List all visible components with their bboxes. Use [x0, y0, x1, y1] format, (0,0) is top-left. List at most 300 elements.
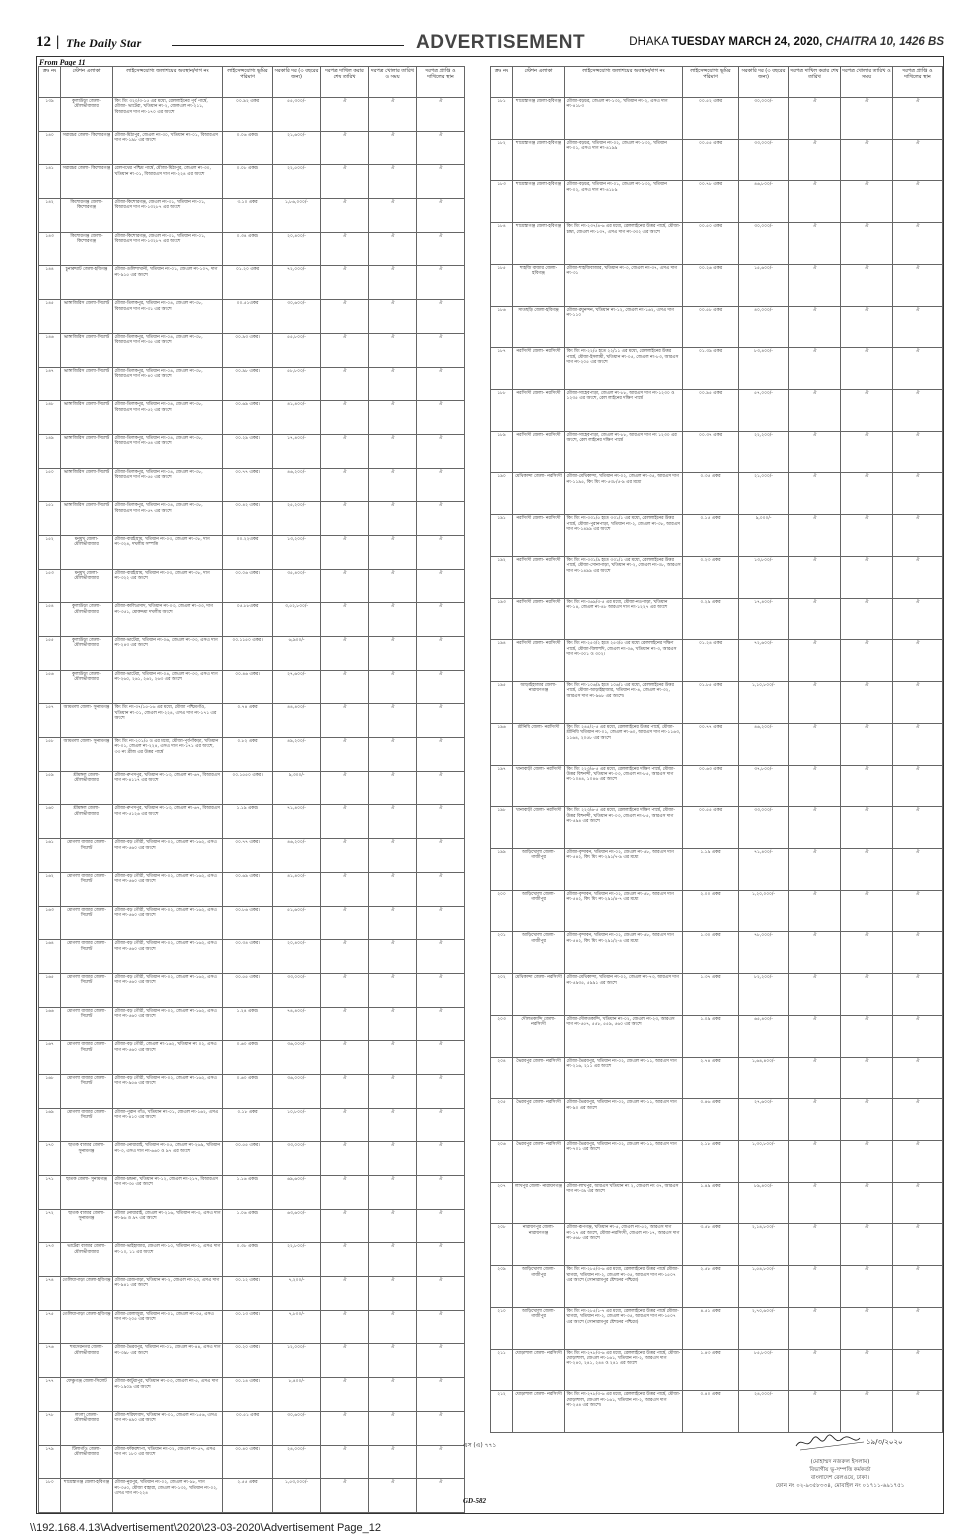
ditto-mark: ঐ: [841, 682, 893, 724]
property-description: মৌজা-রূপগঞ্জ, খতিয়ান নং-৫, জেএল নং-৫২, আরএস দাগ নং-১৭ এর অংশে, মৌজা-নরসিংদী, জেএল নং-১৭, আরএস দাগ নং-৫৬৮ এর অংশে: [565, 1224, 683, 1266]
page-number: 12: [36, 34, 51, 50]
table-header-row: [39, 67, 465, 98]
government-rate: ১৭,৪০০/-: [739, 598, 789, 640]
table-row: [491, 890, 943, 932]
ditto-mark: ঐ: [893, 890, 943, 932]
property-description: মৌজা-গুলিশাখানী, খতিয়ান নং-০১, জেএল নং-১০৭, দাগ নং-৯১৫ এর অংশে: [113, 266, 223, 300]
table-row: [491, 1057, 943, 1099]
serial-number: ১৭২: [39, 1209, 61, 1243]
column-header: স্টেশন এলাকা: [513, 67, 565, 98]
land-area: ০১.২৪ একর: [683, 640, 739, 682]
station-location: শায়েস্তাগঞ্জ জেলা-হবিগঞ্জ: [513, 98, 565, 140]
property-description: মৌজা-বড় গৌরী, খতিয়ান নং-০২, জেএল নং-১৬২, এসএ দাগ নং-৯৫৬ এর অংশে: [113, 1074, 223, 1108]
serial-number: ১৪৪: [39, 266, 61, 300]
ditto-mark: ঐ: [321, 603, 369, 637]
land-area: ০০.৭৮ একর: [683, 181, 739, 223]
table-row: [491, 556, 943, 598]
land-area: ০০.৪০ একর।: [223, 1445, 273, 1479]
property-description: মৌজা-ভৈরবপুর, খতিয়ান নং-০২, জেএল নং-১১, আরএস দাগ নং-৯০ এর অংশে: [565, 1099, 683, 1141]
ditto-mark: ঐ: [369, 535, 417, 569]
government-rate: ৭২,০০০/-: [273, 266, 321, 300]
signature-date: ১৯/৩/২০২০: [866, 1438, 903, 1446]
ditto-mark: ঐ: [841, 306, 893, 348]
land-area: ২.৫৫ একর: [223, 1479, 273, 1513]
land-area: ০০.০৬ একর।: [223, 569, 273, 603]
serial-number: ১৪৬: [39, 333, 61, 367]
ditto-mark: ঐ: [369, 1310, 417, 1344]
ditto-mark: ঐ: [417, 300, 465, 334]
ditto-mark: ঐ: [417, 333, 465, 367]
land-area: ০.৬০ একর।: [223, 1041, 273, 1075]
ditto-mark: ঐ: [841, 1224, 893, 1266]
serial-number: ১৬১: [39, 839, 61, 873]
ditto-mark: ঐ: [369, 738, 417, 772]
ditto-mark: ঐ: [789, 473, 841, 515]
property-description: মৌজা-সাহেবপাড়া, জেএল নং-৮৮, আরএস দাগ নং-১২৩০ ও ১২৩৫ এর অংশে, রেল লাইনের দক্ষিণ পার্শ্বে: [565, 390, 683, 432]
ditto-mark: ঐ: [369, 839, 417, 873]
station-location: নারায়ণপুর জেলা- নারায়ণগঞ্জ: [513, 1224, 565, 1266]
ditto-mark: ঐ: [321, 1176, 369, 1210]
property-description: মৌজা-বড় গৌরী, খতিয়ান নং-০২, জেএল নং-১৬২, এসএ দাগ নং-৫৬০ এর অংশে: [113, 906, 223, 940]
government-rate: ৩৬,০০০/-: [273, 1074, 321, 1108]
land-area: ০০.৮৬ একর।: [223, 906, 273, 940]
ditto-mark: ঐ: [841, 181, 893, 223]
land-area: ০১.৩৯ একর: [683, 348, 739, 390]
ditto-mark: ঐ: [321, 1209, 369, 1243]
serial-number: ২০২: [491, 974, 513, 1016]
table-row: [39, 502, 465, 536]
from-page-label: From Page 11: [39, 58, 86, 67]
government-rate: ১,৮৬,০০০/-: [273, 199, 321, 233]
ditto-mark: ঐ: [417, 940, 465, 974]
land-area: ১.১৯ একর: [683, 848, 739, 890]
property-description: মৌজা-লাখপুর, আরএস খতিয়ান নং ২, জেএল নং ৩৭, আরএস দাগ নং-৩৯ এর অংশে: [565, 1182, 683, 1224]
ditto-mark: ঐ: [893, 848, 943, 890]
ditto-mark: ঐ: [417, 502, 465, 536]
land-area: ১.১৬ একর।: [223, 1176, 273, 1210]
table-row: [39, 771, 465, 805]
tender-table-left: [38, 66, 465, 1513]
government-rate: ৩০,০০০/-: [739, 98, 789, 140]
government-rate: ১৭,৪০০/-: [273, 434, 321, 468]
land-area: ১.৩৭ একর: [683, 974, 739, 1016]
ditto-mark: ঐ: [841, 223, 893, 265]
ditto-mark: ঐ: [369, 131, 417, 165]
ditto-mark: ঐ: [417, 131, 465, 165]
government-rate: ৭,৮০০/-: [273, 1310, 321, 1344]
property-description: কিং মিং নং-২৭৮/৩-৬ এর মধ্যে, রেললাইনের উত্তর পার্শ্বে, মৌজা-ঘোড়াশাল, জেএল নং-১৬১, খতিয়ান নং-২, আরএস দাগ নং-২৪০, ২৪১, ২৪৪ ও ২৪১ এর অংশে: [565, 1349, 683, 1391]
ad-reference-note: এস (এ) ৭৭১: [463, 1442, 497, 1449]
ditto-mark: ঐ: [417, 1243, 465, 1277]
serial-number: ১৭৯: [39, 1445, 61, 1479]
ditto-mark: ঐ: [321, 704, 369, 738]
land-area: ২.৫৮ একর: [683, 1266, 739, 1308]
masthead: [36, 34, 944, 54]
ditto-mark: ঐ: [893, 1266, 943, 1308]
property-description: মৌজা-বড় গৌরী, খতিয়ান নং-০২, জেএল নং-১৬২, এসএ দাগ নং-৫৬০ এর অংশে: [113, 940, 223, 974]
property-description: মৌজা-বড় গৌরী, খতিয়ান নং-০২, জেএল নং-১৬২, এসএ দাগ নং-৫৬০ এর অংশে: [113, 1007, 223, 1041]
table-row: [491, 98, 943, 140]
serial-number: ১৫০: [39, 468, 61, 502]
ditto-mark: ঐ: [789, 598, 841, 640]
serial-number: ১৪৭: [39, 367, 61, 401]
land-area: ০.২৩ একর: [683, 556, 739, 598]
ditto-mark: ঐ: [417, 805, 465, 839]
table-row: [39, 1479, 465, 1513]
government-rate: ৪৯,২০০/-: [273, 738, 321, 772]
table-row: [39, 266, 465, 300]
ditto-mark: ঐ: [789, 1057, 841, 1099]
land-area: ০.৪০ একর: [683, 1391, 739, 1433]
ditto-mark: ঐ: [893, 1224, 943, 1266]
ditto-mark: ঐ: [893, 139, 943, 181]
property-description: মৌজা-বৃন্দাবন, খতিয়ান নং-০২, জেএল নং-৫৮, আরএস দাগ নং-৫৪২, কিং মিং নং-২৯১/৪-৭ এর মধ্যে: [565, 890, 683, 932]
ditto-mark: ঐ: [369, 940, 417, 974]
property-description: কিং মিং নং-২৮৫/১-৭ এর মধ্যে, রেললাইনের উত্তর পার্শ্বে মৌজা-ঘাগরা, খতিয়ান নং-২, জেএল নং-৩৫, আরএস দাগ নং-১৫০৭ এর অংশে (সোনারামপুর ষ্টেশনের পশ্চিমে): [565, 1307, 683, 1349]
government-rate: ৩০,৬০০/-: [273, 1411, 321, 1445]
land-area: ০.২৯ একর: [683, 598, 739, 640]
serial-number: ১৮৫: [491, 264, 513, 306]
land-area: ৩.১০ একর: [223, 199, 273, 233]
government-rate: ৪৬,৮০০/-: [739, 181, 789, 223]
land-area: ০০.৪২ একর।: [223, 502, 273, 536]
station-location: মেথিকান্দা জেলা- নরসিংদী: [513, 974, 565, 1016]
serial-number: ১৯৭: [491, 765, 513, 807]
land-area: ০০.৯২ একর: [223, 98, 273, 132]
table-row: [39, 1378, 465, 1412]
government-rate: ৪৬,২০০/-: [273, 468, 321, 502]
serial-number: ১৪৫: [39, 300, 61, 334]
ditto-mark: ঐ: [417, 704, 465, 738]
government-rate: ৪৪,৪০০/-: [273, 704, 321, 738]
signature-scribble: [790, 1430, 910, 1454]
serial-number: ১৬৯: [39, 1108, 61, 1142]
dateline: [629, 36, 944, 48]
ditto-mark: ঐ: [321, 401, 369, 435]
serial-number: ২০৯: [491, 1266, 513, 1308]
ditto-mark: ঐ: [893, 1057, 943, 1099]
ditto-mark: ঐ: [321, 232, 369, 266]
ditto-mark: ঐ: [841, 765, 893, 807]
property-description: মৌজা-নুরপুর, খতিয়ান নং-০২, জেএল নং-৯৮, দাগ নং-৩৫০, মৌজা বাহারা, জেএল নং-১৩২, খতিয়ান নং-০২, এসএ দাগ নং-২২৪: [113, 1479, 223, 1513]
table-row: [491, 223, 943, 265]
property-description: মৌজা-ভৈরবপুর, খতিয়ান নং-০২, জেএল নং-১১, আরএস দাগ নং-৭০১ এর অংশে: [565, 1140, 683, 1182]
ditto-mark: ঐ: [789, 932, 841, 974]
ditto-mark: ঐ: [369, 771, 417, 805]
government-rate: ৮৫,৮০০/-: [739, 1349, 789, 1391]
table-row: [39, 199, 465, 233]
ditto-mark: ঐ: [841, 348, 893, 390]
land-area: ০০.১৩ একর।: [223, 1310, 273, 1344]
property-description: মৌজা-ভাইহাজার, জেএল নং-১০, খতিয়ান নং-২, এসএ দাগ নং-১০, ১১ এর অংশে: [113, 1243, 223, 1277]
ditto-mark: ঐ: [893, 98, 943, 140]
table-row: [39, 603, 465, 637]
table-row: [39, 1445, 465, 1479]
ditto-mark: ঐ: [789, 1099, 841, 1141]
property-description: মৌজা-সাহেবপাড়া, জেএল নং-৮৮, আরএস দাগ নং ১২৩০ এর অংশে, রেল লাইনের দক্ষিণ পার্শ্বে: [565, 431, 683, 473]
station-location: মোগলা বাজার জেলা-সিলেট: [61, 1108, 113, 1142]
government-rate: ৪০,০০০/-: [739, 306, 789, 348]
ditto-mark: ঐ: [417, 1344, 465, 1378]
serial-number: ১৭৭: [39, 1378, 61, 1412]
land-area: ০০.২২একর: [223, 535, 273, 569]
ditto-mark: ঐ: [417, 1310, 465, 1344]
ditto-mark: ঐ: [417, 535, 465, 569]
land-area: ০০.৫১একর: [223, 300, 273, 334]
ditto-mark: ঐ: [417, 199, 465, 233]
ditto-mark: ঐ: [893, 181, 943, 223]
ditto-mark: ঐ: [321, 569, 369, 603]
government-rate: ৭১,৪০০/-: [739, 848, 789, 890]
ditto-mark: ঐ: [417, 98, 465, 132]
property-description: মৌজা-বড়চর, খতিয়ান নং-০১, জেএল নং-১৩২, খতিয়ান নং-০২, এসএ দাগ নং-৪১৮৯: [565, 181, 683, 223]
ditto-mark: ঐ: [321, 300, 369, 334]
government-rate: ১,১০,৮০০/-: [739, 682, 789, 724]
ditto-mark: ঐ: [369, 1209, 417, 1243]
property-description: মৌজা-তিলকপুর, খতিয়ান নং-০৪, জেএল নং-৩৮, বিআরএস দাগ নং-৩৫ এর অংশে: [113, 333, 223, 367]
serial-number: ২১০: [491, 1307, 513, 1349]
ditto-mark: ঐ: [321, 1378, 369, 1412]
table-header-row: [491, 67, 943, 98]
ditto-mark: ঐ: [841, 1057, 893, 1099]
land-area: ০০.৬৩ একর: [683, 765, 739, 807]
table-row: [39, 940, 465, 974]
government-rate: ১৩,৮০০/-: [739, 556, 789, 598]
signatory-designation: বিভাগীয় ভূ-সম্পত্তি কর্মকর্তা: [809, 1467, 871, 1473]
property-description: মৌজা-কালিপ্রসাদ, খতিয়ান নং-০৩, জেএল নং-৩৩, দাগ নং-৩৫১, মোকদ্দমা দখলীয় অংশে: [113, 603, 223, 637]
ditto-mark: ঐ: [369, 401, 417, 435]
property-description: মৌজা-শাহজিবাজার, খতিয়ান নং-৩, জেএল নং-৩৭, এসএ দাগ নং-৩১: [565, 264, 683, 306]
station-location: তেলিয়াপাড়া জেলা-হবিগঞ্জ: [61, 1310, 113, 1344]
ditto-mark: ঐ: [893, 1015, 943, 1057]
ditto-mark: ঐ: [369, 502, 417, 536]
station-location: শ্রীমঙ্গল জেলা- মৌলভীবাজার: [61, 771, 113, 805]
ditto-mark: ঐ: [369, 704, 417, 738]
ditto-mark: ঐ: [789, 974, 841, 1016]
ditto-mark: ঐ: [321, 872, 369, 906]
government-rate: ৩৬,০০০/-: [273, 1041, 321, 1075]
table-row: [491, 348, 943, 390]
ditto-mark: ঐ: [417, 1479, 465, 1513]
property-description: মৌজা-ফাঁকরশাপা, খতিয়ান নং-০২, জেএল নং-৫৭, এসএ দাগ নং ১৮০ এর অংশে: [113, 1445, 223, 1479]
table-row: [491, 306, 943, 348]
property-description: কিং মিং নং-২৩৭/৪-৬ এর মধ্যে, রেললাইনের উত্তর পার্শ্বে, মৌজা-চন্দ্রা, জেএল নং-১৩৭, এসএ দাগ নং-৩৩২ এর অংশে: [565, 223, 683, 265]
table-row: [39, 333, 465, 367]
gd-code: GD-582: [463, 1497, 486, 1505]
table-row: [491, 1391, 943, 1433]
station-location: তেলিয়াপাড়া জেলা-হবিগঞ্জ: [61, 1277, 113, 1311]
table-row: [39, 1411, 465, 1445]
land-area: ০.১৫ একর: [683, 515, 739, 557]
station-location: মেথিকান্দা জেলা- নরসিংদী: [513, 473, 565, 515]
ditto-mark: ঐ: [841, 473, 893, 515]
ditto-mark: ঐ: [841, 1266, 893, 1308]
table-row: [39, 535, 465, 569]
table-row: [491, 1266, 943, 1308]
government-rate: ২১,৬০০/-: [273, 131, 321, 165]
table-row: [39, 165, 465, 199]
column-header: দরপত্র দাখিল করার শেষ তারিখ: [321, 67, 369, 98]
government-rate: ২৪,০০০/-: [273, 1445, 321, 1479]
ditto-mark: ঐ: [417, 1209, 465, 1243]
ditto-mark: ঐ: [789, 1015, 841, 1057]
ditto-mark: ঐ: [841, 598, 893, 640]
ditto-mark: ঐ: [841, 139, 893, 181]
government-rate: ২১,০০০/-: [739, 473, 789, 515]
table-row: [39, 98, 465, 132]
government-rate: ২,৭০,৬০০/-: [739, 1307, 789, 1349]
station-location: ছাতক বাজার জেলা- সুনামগঞ্জ: [61, 1142, 113, 1176]
table-row: [491, 473, 943, 515]
ditto-mark: ঐ: [789, 515, 841, 557]
ditto-mark: ঐ: [321, 1108, 369, 1142]
serial-number: ১৩৯: [39, 98, 61, 132]
ditto-mark: ঐ: [321, 805, 369, 839]
serial-number: ১৯৯: [491, 848, 513, 890]
ditto-mark: ঐ: [841, 807, 893, 849]
ditto-mark: ঐ: [789, 640, 841, 682]
station-location: ভৈরবপুর জেলা- নরসিংদী: [513, 1057, 565, 1099]
land-area: ১.২৪ একর।: [223, 1007, 273, 1041]
serial-number: ২০৬: [491, 1140, 513, 1182]
table-row: [39, 1243, 465, 1277]
government-rate: ৫৭,০০০/-: [739, 390, 789, 432]
serial-number: ১৭৪: [39, 1277, 61, 1311]
serial-number: ১৫৪: [39, 603, 61, 637]
property-description: মৌজা-তিলকপুর, খতিয়ান নং-০৪, জেএল নং-৩৮, বিআরএস দাগ নং-৫৭ এর অংশে: [113, 502, 223, 536]
government-rate: ৫৫,৩০০/-: [273, 98, 321, 132]
ditto-mark: ঐ: [369, 468, 417, 502]
ditto-mark: ঐ: [369, 1411, 417, 1445]
ditto-mark: ঐ: [321, 1007, 369, 1041]
station-location: নরসিংদী জেলা- নরসিংদী: [513, 640, 565, 682]
land-area: ০০.২৬ একর: [683, 264, 739, 306]
government-rate: ৭৮,০০০/-: [739, 932, 789, 974]
property-description: মৌজা নোয়ারাই, জেএল নং-২১৬, খতিয়ান নং-৩, এসএ দাগ নং-৯৬ ও ৯৭ এর অংশে: [113, 1209, 223, 1243]
table-row: [491, 640, 943, 682]
ditto-mark: ঐ: [369, 1344, 417, 1378]
station-location: আড়িখোলা জেলা- গাজীপুর: [513, 848, 565, 890]
property-description: মৌজা-বড়চর, জেএল নং-১৩২, খতিয়ান নং-২, এসএ দাগ নং-৪১৮৩: [565, 98, 683, 140]
land-area: ১.০৬ একর।: [223, 1209, 273, 1243]
government-rate: ২০,৪০০/-: [273, 232, 321, 266]
ditto-mark: ঐ: [417, 906, 465, 940]
ditto-mark: ঐ: [417, 670, 465, 704]
land-area: ০.৮২ একর: [223, 738, 273, 772]
property-description: মৌজা-বড় গৌরী, জেএল নং-১৬২, খতিয়ান নং ০২, এসএ দাগ নং-৫৬০ এর অংশে: [113, 1041, 223, 1075]
column-header: দরপত্র প্রাপ্তি ও দাখিলের স্থান: [893, 67, 943, 98]
property-description: কিং মিং ২৪৫/২-৫ এর মধ্যে, রেললাইনের উত্তর পার্শ্বে, মৌজা-শ্রীনিধি খতিয়ান নং-০১, জেএল নং-৬০, আরএস দাগ নং-১১৬৩, ১১৬৪, ২০৫৮ এর অংশে: [565, 723, 683, 765]
government-rate: ৯,৩০০/-: [273, 771, 321, 805]
ditto-mark: ঐ: [417, 1378, 465, 1412]
ditto-mark: ঐ: [417, 1411, 465, 1445]
ditto-mark: ঐ: [321, 771, 369, 805]
table-row: [491, 765, 943, 807]
column-header: সরকারি দর (৩ বছরের জন্য): [273, 67, 321, 98]
government-rate: ৭১,৪০০/-: [273, 805, 321, 839]
land-area: ০০.৭৭ একর: [683, 723, 739, 765]
ditto-mark: ঐ: [321, 1243, 369, 1277]
ditto-mark: ঐ: [841, 974, 893, 1016]
ditto-mark: ঐ: [841, 723, 893, 765]
table-row: [491, 1182, 943, 1224]
government-rate: ৬৫,৪০০/-: [739, 1015, 789, 1057]
property-description: মৌজা-বৃন্দাবন, খতিয়ান নং-০২, জেএল নং-৫৮, আরএস দাগ নং-৫৪২, কিং মিং নং-২৯১/২-৪ এর মধ্যে: [565, 932, 683, 974]
property-description: মৌজা-রেজপাড়া, খতিয়ান নং-২, জেএল নং-২৩, এসএ দাগ নং-৯৪১ এর অংশে: [113, 1277, 223, 1311]
table-row: [39, 1074, 465, 1108]
ditto-mark: ঐ: [417, 1074, 465, 1108]
station-location: সরারচর জেলা- কিশোরগঞ্জ: [61, 131, 113, 165]
ditto-mark: ঐ: [893, 598, 943, 640]
ditto-mark: ঐ: [841, 431, 893, 473]
ditto-mark: ঐ: [841, 515, 893, 557]
separator: |: [56, 34, 60, 50]
land-area: ০০.৫৮ একর: [683, 306, 739, 348]
signature-block: [740, 1458, 940, 1490]
ditto-mark: ঐ: [321, 839, 369, 873]
ditto-mark: ঐ: [321, 131, 369, 165]
ditto-mark: ঐ: [417, 1277, 465, 1311]
ditto-mark: ঐ: [789, 848, 841, 890]
ditto-mark: ঐ: [369, 805, 417, 839]
serial-number: ১৫৩: [39, 569, 61, 603]
property-description: মৌজা-বড় গৌরী, খতিয়ান নং-০২, জেএল নং-১৬২, এসএ দাগ নং-৫৬০ এর অংশে: [113, 973, 223, 1007]
ditto-mark: ঐ: [893, 932, 943, 974]
land-area: ০.০৮ একর।: [223, 165, 273, 199]
serial-number: ১৯৫: [491, 682, 513, 724]
serial-number: ১৬২: [39, 872, 61, 906]
station-location: আড়িখোলা জেলা- গাজীপুর: [513, 890, 565, 932]
ditto-mark: ঐ: [321, 434, 369, 468]
land-area: ০০.১১৫০ একর।: [223, 637, 273, 671]
ditto-mark: ঐ: [893, 807, 943, 849]
land-area: ০১.৮৫ একর: [683, 682, 739, 724]
table-row: [39, 468, 465, 502]
ditto-mark: ঐ: [321, 502, 369, 536]
land-area: ০৫.৮৮একর: [223, 603, 273, 637]
ditto-mark: ঐ: [369, 1176, 417, 1210]
serial-number: ১৫৬: [39, 670, 61, 704]
ditto-mark: ঐ: [321, 333, 369, 367]
column-header: লাইসেন্সযোগ্য জলাশয়ের অবস্থান/দাগ নং: [113, 67, 223, 98]
government-rate: ২৭,৬০০/-: [739, 1099, 789, 1141]
government-rate: ৪৬,২০০/-: [273, 839, 321, 873]
station-location: শ্রীমঙ্গল জেলা- মৌলভীবাজার: [61, 805, 113, 839]
serial-number: ২০১: [491, 932, 513, 974]
serial-number: ১৮০: [39, 1479, 61, 1513]
station-location: মোগলা বাজার জেলা-সিলেট: [61, 1074, 113, 1108]
property-description: মৌজা-রঘুনন্দন, খতিয়ান নং-১২, জেএল নং-১৬২, এসএ দাগ নং-১১০: [565, 306, 683, 348]
station-location: মনুমুখ জেলা- মৌলভীবাজার: [61, 535, 113, 569]
ditto-mark: ঐ: [417, 1176, 465, 1210]
property-description: মৌজা-কিশোরগঞ্জ, জেএল নং-৩১, খতিয়ান নং-০১, বিআরএস দাগ নং-১৩২৮৭ এর অংশে: [113, 232, 223, 266]
land-area: ০.৪৬ একর: [683, 1099, 739, 1141]
ditto-mark: ঐ: [417, 637, 465, 671]
serial-number: ২১১: [491, 1349, 513, 1391]
station-location: সাতছড়ি জেলা-হবিগঞ্জ: [513, 306, 565, 348]
ditto-mark: ঐ: [893, 348, 943, 390]
land-area: ০০.৫৫ একর: [683, 139, 739, 181]
column-header: ক্রঃ নং: [39, 67, 61, 98]
ditto-mark: ঐ: [789, 348, 841, 390]
ditto-mark: ঐ: [841, 1391, 893, 1433]
government-rate: ২২,২০০/-: [739, 431, 789, 473]
table-row: [491, 139, 943, 181]
station-location: মনুমুখ জেলা- মৌলভীবাজার: [61, 569, 113, 603]
ditto-mark: ঐ: [369, 670, 417, 704]
property-description: কিং মিং নং-২০১/৫ ও এর মধ্যে, মৌজা-পূর্বপাঁকড়া, খতিয়ান নং-০১, জেএল নং-২২৪, এসএ দাগ নং-১৭১ এর অংশে, ৩৩ নং ব্রীজ এর উত্তর পার্শ্বে: [113, 738, 223, 772]
table-row: [39, 1108, 465, 1142]
